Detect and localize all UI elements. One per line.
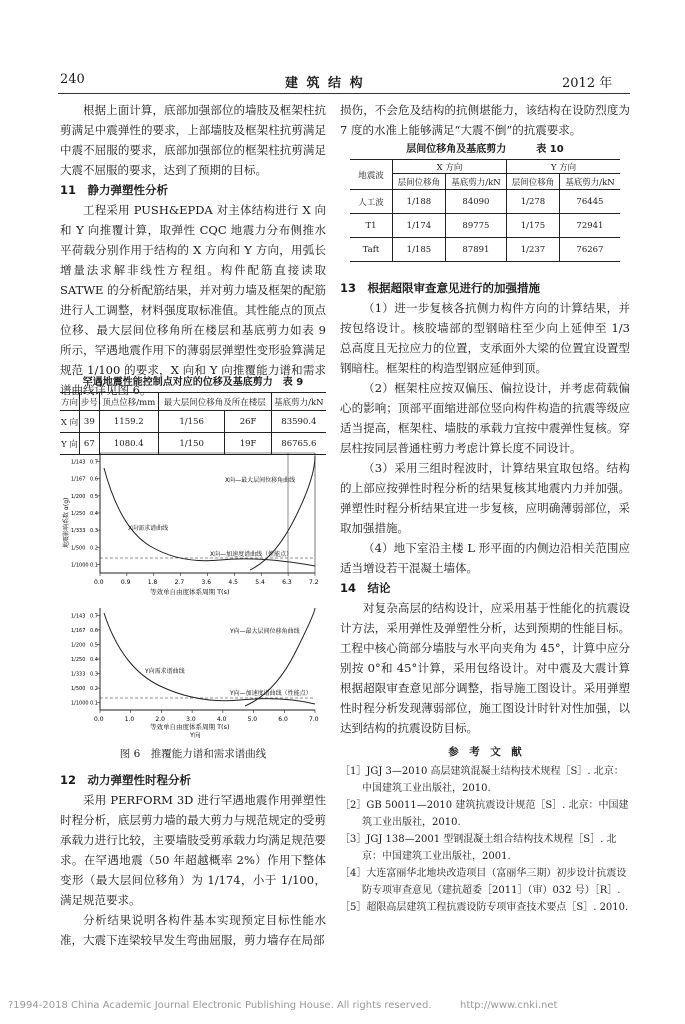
x-tick-label: 5.0 xyxy=(247,716,258,723)
reference-item: ［2］GB 50011—2010 建筑抗震设计规范［S］. 北京：中国建筑工业出版社，2010. xyxy=(340,800,629,828)
table-cell: 72941 xyxy=(576,220,604,231)
figure-6-top-plot xyxy=(62,453,319,596)
table-cell: 1/174 xyxy=(393,214,446,238)
x-tick-label: 6.3 xyxy=(282,579,292,586)
section-13-paragraph-4: （4）地下室沿主楼 L 形平面的内侧边沿相关范围应适当增设若干混凝土墙体。 xyxy=(340,541,630,575)
legend-bottom-2: Y向—加速度谱曲线（性能点） xyxy=(230,690,312,697)
x-tick-label: 6.0 xyxy=(278,716,288,723)
journal-title: 建 筑 结 构 xyxy=(285,76,365,91)
header-rule xyxy=(58,93,630,94)
x-tick-label: 1.0 xyxy=(124,716,135,723)
x-tick-label: 0.9 xyxy=(120,579,131,586)
y-tick-label: 1/250 xyxy=(71,657,86,663)
top-xlabel: 等效单自由度体系周期 T(s) xyxy=(150,588,230,596)
legend-top-2: X向—加速度谱曲线（性能点） xyxy=(210,551,293,558)
table-row xyxy=(350,190,620,214)
table-row xyxy=(350,214,620,238)
table-header: 基底剪力/kN xyxy=(274,397,324,408)
section-12-title: 12 动力弹塑性时程分析 xyxy=(60,773,192,787)
table-cell: 39 xyxy=(79,411,99,433)
legend-bottom-1: Y向需求谱曲线 xyxy=(145,668,185,675)
table-header: 层间位移角 xyxy=(393,174,446,190)
table-cell: 1/278 xyxy=(507,190,560,214)
y-tick-label: 1/250 xyxy=(71,511,86,517)
y-tick-label: 1/333 xyxy=(71,528,86,535)
intro-paragraph: 根据上面计算，底部加强部位的墙肢及框架柱抗剪满足中震弹性的要求，上部墙肢及框架柱抗剪满足中震不屈服的要求，底部加强部位的框架柱抗剪满足大震不屈服的要求，达到了预期的目标。 xyxy=(60,103,326,177)
section-11-title: 11 静力弹塑性分析 xyxy=(60,183,169,197)
y-tick-label: 1/500 xyxy=(71,545,86,552)
section-11-paragraph: 工程采用 PUSH&EPDA 对主体结构进行 X 向和 Y 向推覆计算，取弹性 CQC 地震力分布侧推水平荷载分别作用于结构的 X 方向和 Y 方向，用弧长增量法求解非线性方程组。构件配筋直接读取 SATWE 的分析配筋结果，并对剪力墙及框架的配筋进行人工调整，材料强度取标准值。其性能点的顶点位移、最大层间位移角所在楼层和基底剪力如表 9 所示，罕遇地震作用下的薄弱层弹塑性变形验算满足规范 1/100 的要求，X 向和 Y 向推覆能力谱和需求谱曲线详见图 6。 xyxy=(60,203,326,397)
bottom-xlabel: 等效单自由度体系周期 T(s) xyxy=(150,723,230,731)
table-row xyxy=(350,160,620,174)
references-title: 参 考 文 献 xyxy=(448,746,522,758)
x-tick-label: 4.5 xyxy=(228,579,238,586)
y-tick-value: 0.4 xyxy=(90,657,98,663)
table-header: 地震波 xyxy=(350,160,393,190)
x-tick-label: 7.0 xyxy=(309,716,319,723)
table-cell: 1/237 xyxy=(507,238,560,262)
section-14-paragraph: 对复杂高层的结构设计，应采用基于性能化的抗震设计方法，采用弹性及弹塑性分析，达到预期的性能目标。工程中核心筒部分墙肢与水平向夹角为 45°，计算中应分别按 0°和 45°计算，采用包络设计。对中震及大震计算根据超限审查意见部分调整，指导施工图设计。采用弹塑性时程分析发现薄弱部位，施工图设计时针对性加强，以达到结构的抗震设防目标。 xyxy=(340,601,630,735)
table-cell: 1/175 xyxy=(507,214,560,238)
table-cell: 1159.2 xyxy=(99,411,158,433)
y-tick-value: 0.1 xyxy=(90,700,98,707)
y-tick-value: 0.6 xyxy=(90,627,98,634)
reference-item: ［3］JGJ 138—2001 型钢混凝土组合结构技术规程［S］. 北京：中国建筑工业出版社，2001. xyxy=(340,834,617,862)
x-tick-label: 5.4 xyxy=(255,579,265,586)
left-column xyxy=(60,100,326,400)
y-tick-value: 0.7 xyxy=(90,459,98,466)
section-12-paragraph-2: 分析结果说明各构件基本实现预定目标性能水准，大震下连梁较早发生弯曲屈服，剪力墙存在局部 xyxy=(60,913,326,947)
y-tick-value: 0.1 xyxy=(90,562,98,569)
table-cell: 83590.4 xyxy=(281,416,317,427)
y-tick-value: 0.5 xyxy=(90,493,98,500)
x-tick-label: 3.6 xyxy=(201,579,212,586)
journal-year: 2012 年 xyxy=(562,76,613,91)
table-9-grid xyxy=(60,392,326,455)
table-10-caption: 层间位移角及基底剪力 表 10 xyxy=(406,144,564,155)
table-cell: 76445 xyxy=(576,196,604,207)
y-tick-value: 0.6 xyxy=(90,476,98,483)
table-row xyxy=(350,238,620,262)
figure-6-caption: 图 6 推覆能力谱和需求谱曲线 xyxy=(119,748,267,760)
x-tick-label: 0.0 xyxy=(94,716,104,723)
references-list xyxy=(340,763,630,916)
y-tick-label: 1/500 xyxy=(71,686,86,693)
table-header: 基底剪力/kN xyxy=(445,174,506,190)
table-cell: T1 xyxy=(350,214,393,238)
table-cell: Y 向 xyxy=(60,433,79,455)
table-cell: 1/185 xyxy=(393,238,446,262)
table-cell: 1/156 xyxy=(158,411,225,433)
y-tick-value: 0.2 xyxy=(90,686,98,693)
table-header: 基底剪力/kN xyxy=(565,177,615,188)
section-13-paragraph-3: （3）采用三组时程波时，计算结果宜取包络。结构的上部应按弹性时程分析的结果复核其地震内力并加强。弹塑性时程分析结果宜进一步复核，应明确薄弱部位，采取加强措施。 xyxy=(340,461,630,535)
section-13-paragraph-1: （1）进一步复核各抗侧力构件方向的计算结果，并按包络设计。核胶墙部的型钢暗柱至少向上延伸至 1/3 总高度且无拉应力的位置，支承面外大梁的位置宜设置型钢暗柱。框架柱的构造型钢应延伸到顶。 xyxy=(340,301,630,375)
table-cell: 67 xyxy=(79,433,99,455)
right-column-body xyxy=(340,278,630,916)
table-header: 层间位移角 xyxy=(507,174,560,190)
page-number: 240 xyxy=(60,72,85,87)
figure-6-bottom-plot xyxy=(71,608,319,738)
left-column-bottom xyxy=(60,770,326,950)
x-tick-label: 3.0 xyxy=(186,716,196,723)
copyright-footer: ?1994-2018 China Academic Journal Electronic Publishing House. All rights reserved. xyxy=(8,1000,432,1011)
section-12-paragraph-1: 采用 PERFORM 3D 进行罕遇地震作用弹塑性时程分析，底层剪力墙的最大剪力与规范规定的受剪承载力进行比较，主要墙肢受剪承载力均满足规范要求。在罕遇地震（50 年超越概率 2%）作用下整体变形（最大层间位移角）为 1/174，小于 1/100，满足规范要求。 xyxy=(60,793,326,907)
table-cell: 19F xyxy=(225,433,271,455)
section-14-title: 14 结论 xyxy=(340,581,391,595)
table-cell: 86765.6 xyxy=(281,438,317,449)
x-tick-label: 7.2 xyxy=(309,579,319,586)
y-tick-value: 0.4 xyxy=(90,511,98,517)
right-column xyxy=(340,100,630,140)
table-cell: 人工波 xyxy=(350,190,393,214)
table-10 xyxy=(340,143,630,262)
y-tick-value: 0.3 xyxy=(90,528,98,535)
table-9-caption: 罕遇地震性能控制点对应的位移及基底剪力 表 9 xyxy=(82,377,304,388)
y-tick-label: 1/333 xyxy=(71,671,86,678)
figure-6 xyxy=(60,448,326,738)
table-cell: Taft xyxy=(350,238,393,262)
y-tick-label: 1/1000 xyxy=(71,700,89,707)
y-tick-label: 1/167 xyxy=(71,627,86,634)
table-cell: 1/150 xyxy=(158,433,225,455)
x-tick-label: 1.8 xyxy=(147,579,158,586)
y-tick-label: 1/200 xyxy=(71,493,86,500)
table-9 xyxy=(60,376,326,455)
table-cell: 1/188 xyxy=(393,190,446,214)
reference-item: ［5］超限高层建筑工程抗震设防专项审查技术要点［S］. 2010. xyxy=(340,902,629,913)
reference-item: ［1］JGJ 3—2010 高层建筑混凝土结构技术规程［S］. 北京：中国建筑工业出版社，2010. xyxy=(340,766,624,794)
y-tick-value: 0.5 xyxy=(90,642,98,649)
section-13-title: 13 根据超限审查意见进行的加强措施 xyxy=(340,281,541,295)
reference-item: ［4］大连富丽华北地块改造项目（富丽华三期）初步设计抗震设防专项审查意见（建抗超委［2011］（审）032 号）［R］. xyxy=(340,868,627,896)
table-cell: X 向 xyxy=(60,411,79,433)
x-tick-label: 0.0 xyxy=(94,579,104,586)
y-tick-value: 0.7 xyxy=(90,613,98,620)
x-tick-label: 4.0 xyxy=(216,716,227,723)
footer-url: http://www.cnki.net xyxy=(460,1000,558,1011)
table-header: 顶点位移/mm xyxy=(99,393,158,411)
table-cell: 76267 xyxy=(576,244,604,255)
y-tick-value: 0.3 xyxy=(90,671,98,678)
x-tick-label: 2.7 xyxy=(174,579,185,586)
legend-top-0: X向—最大层间位移角曲线 xyxy=(225,477,296,484)
table-row xyxy=(60,411,326,433)
top-ylabel: 地震影响系数 α(g) xyxy=(63,497,70,548)
table-cell: 89775 xyxy=(445,214,506,238)
table-header: 方向 xyxy=(60,393,79,411)
legend-bottom-0: Y向—最大层间位移角曲线 xyxy=(230,628,300,635)
table-header: X 方向 xyxy=(393,160,507,174)
bottom-sublabel: Y向 xyxy=(190,731,201,738)
y-tick-label: 1/143 xyxy=(71,613,86,620)
table-10-grid xyxy=(350,159,620,262)
table-row xyxy=(60,393,326,411)
y-tick-label: 1/143 xyxy=(71,459,86,466)
continued-paragraph: 损伤，不会危及结构的抗侧堪能力，该结构在设防烈度为 7 度的水准上能够满足“大震不倒”的抗震要求。 xyxy=(340,103,630,137)
legend-top-1: X向需求谱曲线 xyxy=(128,525,169,532)
section-13-paragraph-2: （2）框架柱应按双偏压、偏拉设计，并考虑荷载偏心的影响；顶部平面缩进部位竖向构件构造的抗震等级应适当提高，框架柱、墙肢的承载力宜按中震弹性复核。穿层柱按同层普通柱剪力考虑计算长度不同设计。 xyxy=(340,381,630,455)
y-tick-label: 1/167 xyxy=(71,476,86,483)
y-tick-label: 1/200 xyxy=(71,642,86,649)
y-tick-label: 1/1000 xyxy=(71,562,89,569)
table-cell: 87891 xyxy=(445,238,506,262)
x-tick-label: 2.0 xyxy=(155,716,165,723)
table-cell: 26F xyxy=(225,411,271,433)
table-cell: 1080.4 xyxy=(99,433,158,455)
y-tick-value: 0.2 xyxy=(90,545,98,552)
table-header: 最大层间位移角及所在楼层 xyxy=(158,393,271,411)
table-header: 步号 xyxy=(79,393,99,411)
table-cell: 84090 xyxy=(445,190,506,214)
table-header: Y 方向 xyxy=(550,162,577,173)
